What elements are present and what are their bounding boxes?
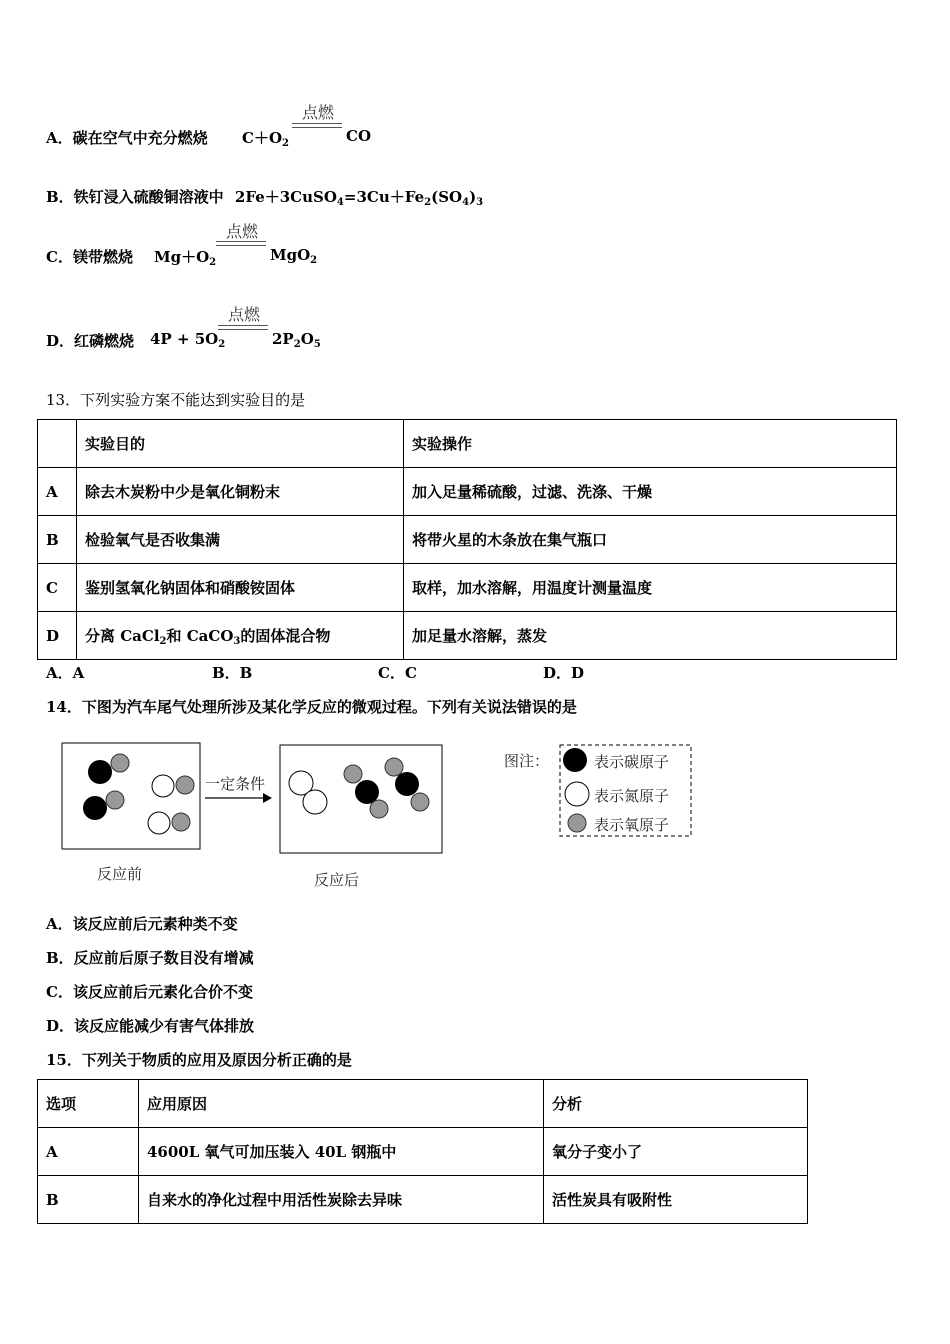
row-analysis: 活性炭具有吸附性 [544,1176,808,1224]
nitrogen-atom [152,775,174,797]
q12-option-c-equals-sign [216,241,266,246]
nitrogen-atom [148,812,170,834]
q12-option-d-lhs: $4P + 5O_2$ [150,330,226,350]
q12-option-a-rhs: CO [346,127,372,145]
legend-oxygen-label: 表示氧原子 [594,816,670,834]
q12-option-c [46,246,133,267]
carbon-atom [88,760,112,784]
reaction-diagram [60,740,700,895]
row-application: 4600L 氧气可加压装入 40L 钢瓶中 [139,1128,544,1176]
q12-option-a-equals-sign [292,123,342,128]
legend-title: 图注： [504,752,550,770]
q13-choice-c: C．C [378,664,417,682]
q12-option-c-condition: 点燃 [225,222,258,241]
q12-option-a [46,127,208,148]
table-header-cell [38,420,77,468]
table-row [38,564,897,612]
carbon-atom [83,796,107,820]
table-row [38,612,897,660]
table-row [38,468,897,516]
legend-nitrogen-icon [565,782,589,806]
q12-option-b [46,186,483,208]
q12-option-d-equals-sign [218,325,268,330]
table-row [38,516,897,564]
q12-option-a-lhs: $C+O_2$ [242,129,289,149]
arrow-condition-label: 一定条件 [205,775,266,793]
q13-choices [0,662,950,682]
q13-choice-d: D．D [543,664,585,682]
q13-choice-b: B．B [212,664,253,682]
oxygen-atom [385,758,403,776]
legend-oxygen-icon [568,814,586,832]
oxygen-atom [106,791,124,809]
q14-stem: 14．下图为汽车尾气处理所涉及某化学反应的微观过程。下列有关说法错误的是 [46,698,577,716]
q12-option-a-condition: 点燃 [301,103,334,122]
table-row [38,1176,808,1224]
table-header-cell: 实验目的 [77,420,404,468]
row-key: B [38,1176,139,1224]
table-header-cell: 选项 [38,1080,139,1128]
table-header-cell: 应用原因 [139,1080,544,1128]
q13-table [37,419,897,660]
oxygen-atom [111,754,129,772]
q14-option-a: A．该反应前后元素种类不变 [46,915,238,933]
row-key: C [38,564,77,612]
table-header-cell: 实验操作 [404,420,897,468]
carbon-atom [395,772,419,796]
row-key: B [38,516,77,564]
q14-option-c: C．该反应前后元素化合价不变 [46,983,253,1001]
row-key: A [38,1128,139,1176]
before-box [62,743,200,849]
legend-nitrogen-label: 表示氮原子 [594,787,670,805]
after-label: 反应后 [314,871,360,889]
q12-option-d-label: D．红磷燃烧 [46,332,135,350]
row-purpose: 分离 CaCl$_2$和 CaCO$_3$的固体混合物 [77,612,404,660]
legend-carbon-icon [563,748,587,772]
q12-option-b-equation: $2Fe+3CuSO_4=3Cu+Fe_2(SO_4)_3$ [234,188,484,208]
row-purpose: 鉴别氢氧化钠固体和硝酸铵固体 [77,564,404,612]
table-row [38,1128,808,1176]
q13-choice-a: A．A [46,664,85,682]
oxygen-atom [176,776,194,794]
row-analysis: 氧分子变小了 [544,1128,808,1176]
oxygen-atom [344,765,362,783]
reaction-arrow-head [263,793,272,803]
row-operation: 取样，加水溶解，用温度计测量温度 [404,564,897,612]
q15-table [37,1079,808,1224]
table-header-row [38,420,897,468]
q12-option-c-rhs: MgO$_2$ [270,246,318,266]
oxygen-atom [411,793,429,811]
legend-carbon-label: 表示碳原子 [594,753,670,771]
nitrogen-atom [303,790,327,814]
q12-option-b-label: B．铁钉浸入硫酸铜溶液中 [46,188,224,206]
q12-option-a-label: A．碳在空气中充分燃烧 [46,129,208,147]
row-key: A [38,468,77,516]
table-header-row [38,1080,808,1128]
q12-option-c-label: C．镁带燃烧 [46,248,133,266]
oxygen-atom [172,813,190,831]
row-operation: 将带火星的木条放在集气瓶口 [404,516,897,564]
oxygen-atom [370,800,388,818]
q14-option-d: D．该反应能减少有害气体排放 [46,1017,255,1035]
row-key: D [38,612,77,660]
q12-option-d [46,330,134,351]
q15-stem: 15．下列关于物质的应用及原因分析正确的是 [46,1051,352,1069]
row-operation: 加足量水溶解，蒸发 [404,612,897,660]
q13-stem: 13．下列实验方案不能达到实验目的是 [46,391,306,409]
before-label: 反应前 [97,865,143,883]
table-header-cell: 分析 [544,1080,808,1128]
row-operation: 加入足量稀硫酸，过滤、洗涤、干燥 [404,468,897,516]
row-application: 自来水的净化过程中用活性炭除去异味 [139,1176,544,1224]
row-purpose: 检验氧气是否收集满 [77,516,404,564]
q14-option-b: B．反应前后原子数目没有增减 [46,949,254,967]
q12-option-d-rhs: $2P_2O_5$ [272,330,321,350]
row-purpose: 除去木炭粉中少是氧化铜粉末 [77,468,404,516]
q12-option-c-lhs: $Mg+O_2$ [154,248,217,268]
q12-option-d-condition: 点燃 [227,305,260,324]
